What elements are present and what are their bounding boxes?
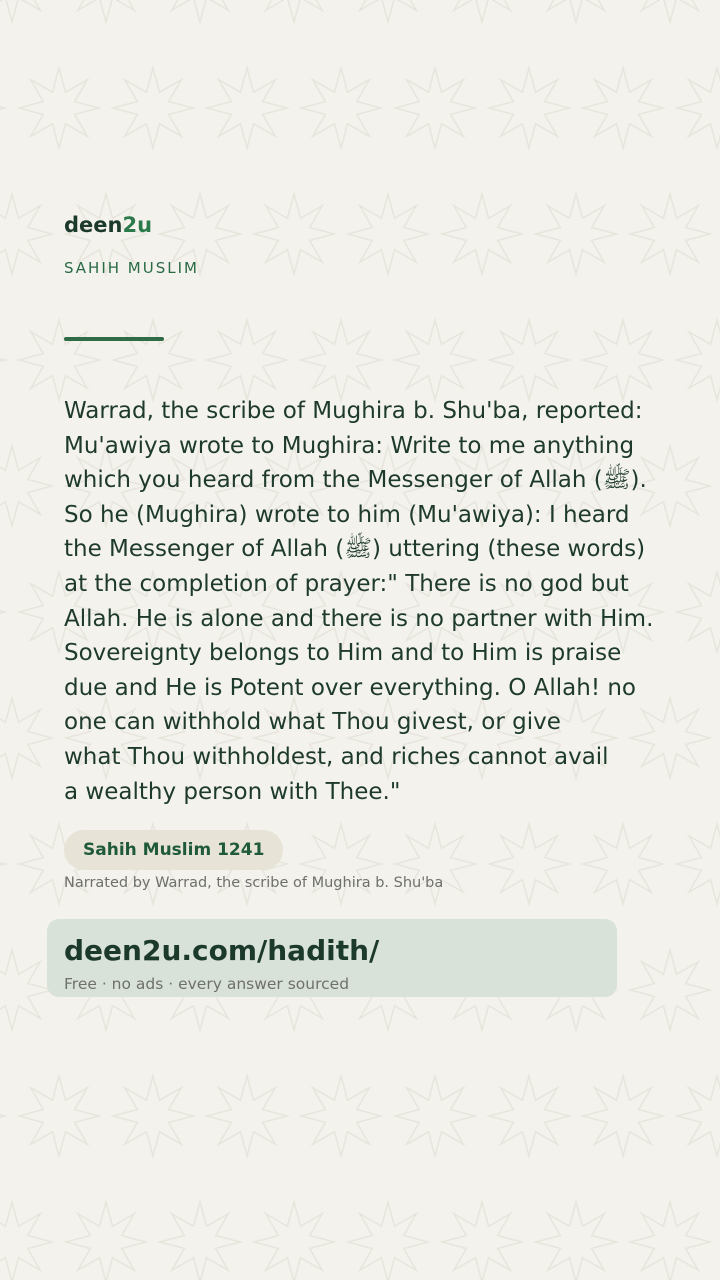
eight-point-star-icon [113, 1076, 193, 1156]
eight-point-star-icon [19, 68, 99, 148]
eight-point-star-icon [0, 1076, 5, 1156]
eight-point-star-icon [113, 68, 193, 148]
eight-point-star-icon [254, 194, 334, 274]
eight-point-star-icon [207, 68, 287, 148]
brand-name-prefix: deen [64, 213, 123, 237]
eight-point-star-icon [489, 1076, 569, 1156]
eight-point-star-icon [583, 68, 663, 148]
eight-point-star-icon [66, 0, 146, 22]
eight-point-star-icon [301, 1076, 381, 1156]
eight-point-star-icon [395, 320, 475, 400]
hadith-line: Allah. He is alone and there is no partner with Him. [64, 605, 654, 632]
eight-point-star-icon [489, 68, 569, 148]
hadith-line: the Messenger of Allah (ﷺ) uttering (these words) [64, 536, 646, 563]
site-url[interactable]: deen2u.com/hadith/ [64, 934, 380, 967]
eight-point-star-icon [0, 572, 5, 652]
eight-point-star-icon [207, 1076, 287, 1156]
eight-point-star-icon [677, 824, 720, 904]
eight-point-star-icon [0, 446, 52, 526]
hadith-text [64, 394, 664, 809]
eight-point-star-icon [207, 320, 287, 400]
hadith-line: Mu'awiya wrote to Mughira: Write to me anything [64, 432, 635, 459]
eight-point-star-icon [19, 320, 99, 400]
site-tagline: Free · no ads · every answer sourced [64, 975, 350, 993]
eight-point-star-icon [66, 1202, 146, 1280]
eight-point-star-icon [0, 194, 52, 274]
eight-point-star-icon [0, 0, 52, 22]
hadith-line: Warrad, the scribe of Mughira b. Shu'ba, reported: [64, 398, 643, 424]
eight-point-star-icon [113, 320, 193, 400]
divider [64, 337, 164, 341]
narrator-line: Narrated by Warrad, the scribe of Mughira b. Shu'ba [64, 875, 444, 891]
eight-point-star-icon [0, 68, 5, 148]
collection-label: SAHIH MUSLIM [64, 259, 199, 277]
eight-point-star-icon [348, 194, 428, 274]
eight-point-star-icon [0, 320, 5, 400]
eight-point-star-icon [677, 320, 720, 400]
hadith-line: Sovereignty belongs to Him and to Him is praise [64, 640, 622, 667]
eight-point-star-icon [536, 0, 616, 22]
eight-point-star-icon [630, 0, 710, 22]
eight-point-star-icon [677, 1076, 720, 1156]
eight-point-star-icon [442, 1202, 522, 1280]
eight-point-star-icon [254, 0, 334, 22]
hadith-line: what Thou withholdest, and riches cannot avail [64, 743, 609, 770]
hadith-line: which you heard from the Messenger of Allah (ﷺ). [64, 467, 647, 494]
eight-point-star-icon [19, 1076, 99, 1156]
eight-point-star-icon [442, 194, 522, 274]
hadith-line: one can withhold what Thou givest, or give [64, 709, 561, 736]
eight-point-star-icon [301, 68, 381, 148]
eight-point-star-icon [348, 1202, 428, 1280]
hadith-line: a wealthy person with Thee." [64, 778, 401, 805]
brand-name-accent: 2u [122, 213, 153, 237]
eight-point-star-icon [489, 824, 569, 904]
eight-point-star-icon [0, 1202, 52, 1280]
hadith-line: due and He is Potent over everything. O Allah! no [64, 674, 637, 701]
eight-point-star-icon [160, 1202, 240, 1280]
eight-point-star-icon [536, 1202, 616, 1280]
eight-point-star-icon [536, 194, 616, 274]
eight-point-star-icon [583, 320, 663, 400]
eight-point-star-icon [630, 1202, 710, 1280]
eight-point-star-icon [489, 320, 569, 400]
eight-point-star-icon [630, 194, 710, 274]
eight-point-star-icon [583, 824, 663, 904]
eight-point-star-icon [583, 1076, 663, 1156]
reference-badge: Sahih Muslim 1241 [64, 830, 283, 870]
eight-point-star-icon [677, 572, 720, 652]
eight-point-star-icon [0, 950, 52, 1030]
hadith-line: at the completion of prayer:" There is no god but [64, 570, 629, 597]
eight-point-star-icon [395, 1076, 475, 1156]
eight-point-star-icon [160, 0, 240, 22]
eight-point-star-icon [301, 320, 381, 400]
eight-point-star-icon [395, 68, 475, 148]
eight-point-star-icon [0, 698, 52, 778]
eight-point-star-icon [254, 1202, 334, 1280]
eight-point-star-icon [630, 950, 710, 1030]
eight-point-star-icon [348, 0, 428, 22]
eight-point-star-icon [442, 0, 522, 22]
brand-logo [64, 211, 152, 239]
eight-point-star-icon [677, 68, 720, 148]
hadith-line: So he (Mughira) wrote to him (Mu'awiya): I heard [64, 501, 630, 528]
eight-point-star-icon [0, 824, 5, 904]
site-link-card[interactable] [47, 919, 617, 997]
